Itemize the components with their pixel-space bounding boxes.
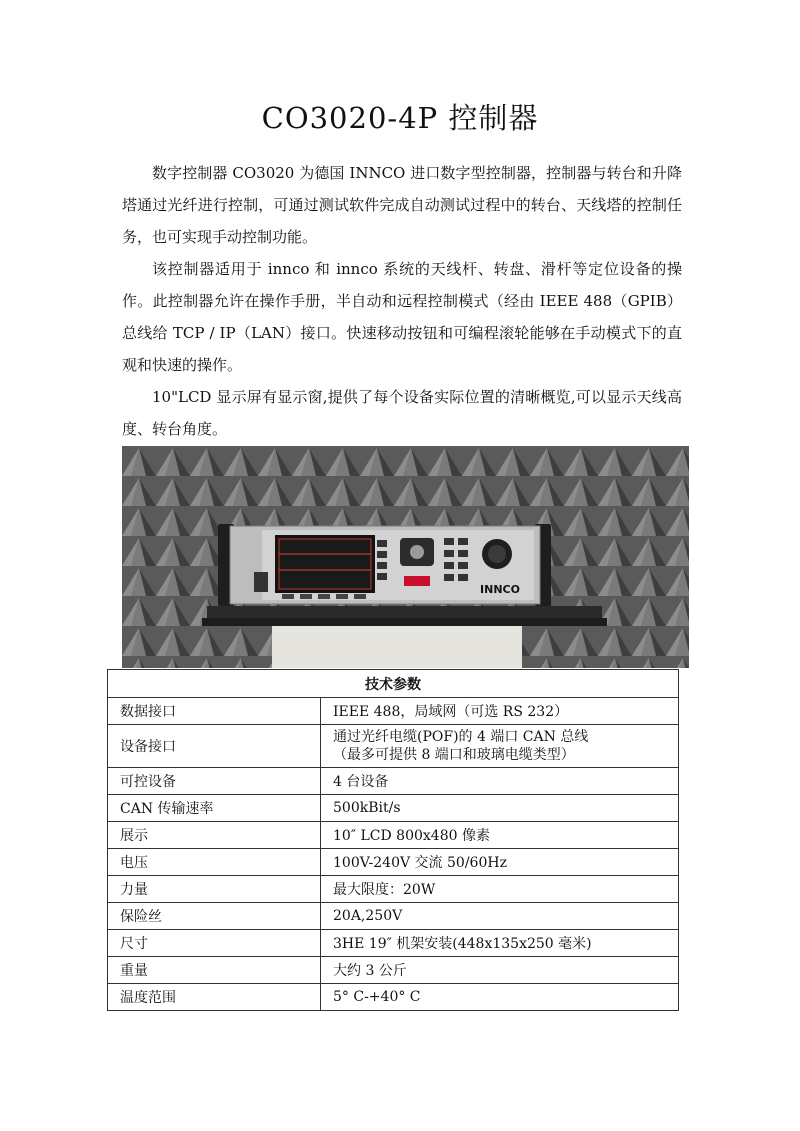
spec-key: 保险丝	[108, 903, 321, 930]
softkey	[282, 594, 294, 599]
spec-table-header: 技术参数	[108, 670, 679, 698]
spec-key: CAN 传输速率	[108, 795, 321, 822]
spec-key: 重量	[108, 957, 321, 984]
lcd-display	[279, 539, 371, 589]
usage-paragraph: 该控制器适用于 innco 和 innco 系统的天线杆、转盘、滑杆等定位设备的操作。此控制器允许在操作手册，半自动和远程控制模式（经由 IEEE 488（GPIB）总线给 TCP / IP（LAN）接口。快速移动按钮和可编程滚轮能够在手动模式下的直观和快速的操作。	[122, 260, 682, 374]
spec-value: 大约 3 公斤	[321, 957, 679, 984]
spec-value: IEEE 488，局域网（可选 RS 232）	[321, 698, 679, 725]
spec-value: 100V-240V 交流 50/60Hz	[321, 849, 679, 876]
softkey	[377, 551, 387, 558]
spec-value: 最大限度：20W	[321, 876, 679, 903]
keypad-key	[458, 538, 468, 545]
keypad-key	[444, 550, 454, 557]
nav-center	[410, 545, 424, 559]
spec-value: 4 台设备	[321, 768, 679, 795]
spec-key: 数据接口	[108, 698, 321, 725]
table-row	[108, 822, 679, 849]
controller-photo	[122, 446, 689, 668]
table-row	[108, 984, 679, 1011]
spec-value: 3HE 19″ 机架安装(448x135x250 毫米)	[321, 930, 679, 957]
table-row	[108, 849, 679, 876]
softkey	[318, 594, 330, 599]
table-row	[108, 957, 679, 984]
intro-paragraph: 数字控制器 CO3020 为德国 INNCO 进口数字型控制器，控制器与转台和升降塔通过光纤进行控制，可通过测试软件完成自动测试过程中的转台、天线塔的控制任务，也可实现手动控制功能。	[122, 164, 682, 246]
spec-value: 500kBit/s	[321, 795, 679, 822]
spec-key: 电压	[108, 849, 321, 876]
spec-key: 力量	[108, 876, 321, 903]
brand-logo: INNCO	[480, 583, 520, 596]
keypad-key	[458, 550, 468, 557]
keypad-key	[444, 562, 454, 569]
stop-button	[404, 576, 430, 586]
controller-photo-svg	[122, 446, 689, 668]
table-row	[108, 795, 679, 822]
spec-value-line: （最多可提供 8 端口和玻璃电缆类型）	[333, 747, 575, 763]
keypad-key	[458, 574, 468, 581]
spec-key: 温度范围	[108, 984, 321, 1011]
bench-front	[202, 618, 607, 626]
spec-value-line: 通过光纤电缆(POF)的 4 端口 CAN 总线	[333, 729, 589, 745]
softkey	[336, 594, 348, 599]
spec-table	[107, 669, 679, 1011]
keypad-key	[444, 538, 454, 545]
table-base	[272, 626, 522, 668]
table-row	[108, 725, 679, 768]
table-row	[108, 768, 679, 795]
softkey	[377, 540, 387, 547]
spec-key: 设备接口	[108, 725, 321, 768]
spec-key: 可控设备	[108, 768, 321, 795]
softkey	[300, 594, 312, 599]
spec-value: 5° C-+40° C	[321, 984, 679, 1011]
softkey	[377, 562, 387, 569]
spec-value: 20A,250V	[321, 903, 679, 930]
spec-key: 尺寸	[108, 930, 321, 957]
power-switch	[254, 572, 268, 592]
keypad-key	[458, 562, 468, 569]
keypad-key	[444, 574, 454, 581]
spec-table-header-row	[108, 670, 679, 698]
page-title: CO3020-4P 控制器	[261, 101, 539, 135]
softkey	[354, 594, 366, 599]
spec-value: 10″ LCD 800x480 像素	[321, 822, 679, 849]
display-paragraph: 10"LCD 显示屏有显示窗,提供了每个设备实际位置的清晰概览,可以显示天线高度、转台角度。	[122, 388, 682, 438]
table-row	[108, 698, 679, 725]
table-row	[108, 876, 679, 903]
table-row	[108, 903, 679, 930]
softkey	[377, 573, 387, 580]
spec-value	[321, 725, 679, 768]
spec-key: 展示	[108, 822, 321, 849]
table-row	[108, 930, 679, 957]
